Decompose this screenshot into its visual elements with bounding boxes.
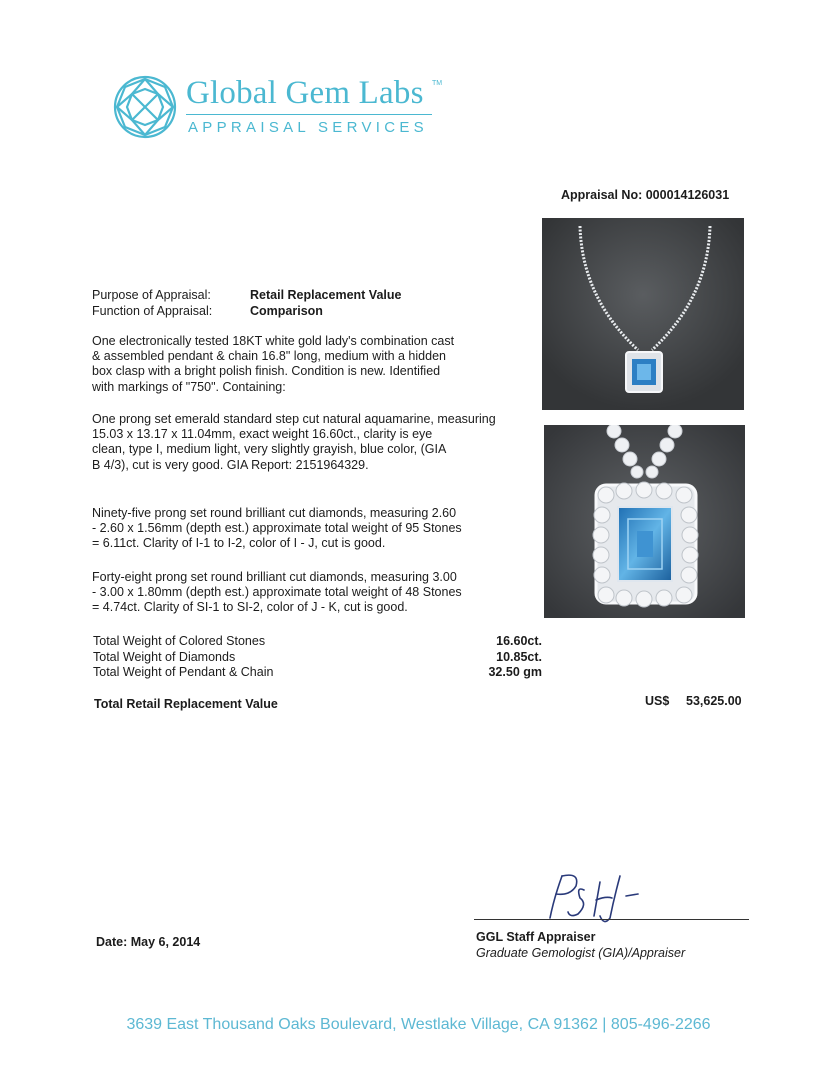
logo-divider <box>186 114 432 115</box>
appraisal-date: Date: May 6, 2014 <box>96 935 201 949</box>
trademark-mark: TM <box>432 80 443 87</box>
pendant-image <box>544 425 745 618</box>
description-line: One electronically tested 18KT white gold lady's combination cast <box>92 334 455 348</box>
diamonds-95-line: = 6.11ct. Clarity of I-1 to I-2, color of I - J, cut is good. <box>92 536 386 551</box>
diamonds-48-line: Forty-eight prong set round brilliant cut diamonds, measuring 3.00 <box>92 570 457 584</box>
total-colored-value: 16.60ct. <box>496 634 542 648</box>
diamonds-95-line: Ninety-five prong set round brilliant cut diamonds, measuring 2.60 <box>92 506 457 520</box>
diamond-logo-icon <box>112 74 178 140</box>
function-value: Comparison <box>250 304 323 318</box>
total-colored-label: Total Weight of Colored Stones <box>93 634 266 648</box>
brand-name: Global Gem Labs <box>186 75 424 111</box>
aquamarine-line: 15.03 x 13.17 x 11.04mm, exact weight 16.60ct., clarity is eye <box>92 427 433 442</box>
aquamarine-line: clean, type I, medium light, very slightly grayish, blue color, (GIA <box>92 442 447 457</box>
brand-subtitle: APPRAISAL SERVICES <box>188 119 428 136</box>
function-label: Function of Appraisal: <box>92 304 213 318</box>
total-pendant-label: Total Weight of Pendant & Chain <box>93 665 274 679</box>
appraisal-number: Appraisal No: 000014126031 <box>561 188 730 202</box>
purpose-value: Retail Replacement Value <box>250 288 402 302</box>
appraiser-title: GGL Staff Appraiser <box>476 930 596 944</box>
pendant-closeup-photo <box>544 425 745 618</box>
diamonds-95-description <box>92 506 542 552</box>
necklace-photo <box>542 218 744 410</box>
appraiser-signature <box>540 868 660 924</box>
necklace-image <box>542 218 744 410</box>
diamonds-48-line: = 4.74ct. Clarity of SI-1 to SI-2, color of J - K, cut is good. <box>92 600 408 615</box>
appraiser-credential: Graduate Gemologist (GIA)/Appraiser <box>476 946 686 960</box>
diamonds-95-line: - 2.60 x 1.56mm (depth est.) approximate total weight of 95 Stones <box>92 521 462 536</box>
retail-value-amount: 53,625.00 <box>686 694 742 708</box>
aquamarine-line: B 4/3), cut is very good. GIA Report: 2151964329. <box>92 457 369 472</box>
item-description <box>92 334 542 395</box>
description-line: box clasp with a bright polish finish. Condition is new. Identified <box>92 364 441 379</box>
footer-address: 3639 East Thousand Oaks Boulevard, Westlake Village, CA 91362 | 805-496-2266 <box>126 1016 711 1033</box>
signature-line <box>474 919 749 920</box>
aquamarine-description <box>92 412 542 473</box>
aquamarine-line: One prong set emerald standard step cut natural aquamarine, measuring <box>92 412 496 426</box>
total-diamonds-value: 10.85ct. <box>496 650 542 664</box>
description-line: & assembled pendant & chain 16.8" long, medium with a hidden <box>92 349 446 364</box>
currency-label: US$ <box>645 694 670 708</box>
diamonds-48-line: - 3.00 x 1.80mm (depth est.) approximate total weight of 48 Stones <box>92 585 462 600</box>
description-line: with markings of "750". Containing: <box>92 379 286 394</box>
total-diamonds-label: Total Weight of Diamonds <box>93 650 236 664</box>
purpose-label: Purpose of Appraisal: <box>92 288 211 302</box>
total-pendant-value: 32.50 gm <box>488 665 542 679</box>
retail-value-label: Total Retail Replacement Value <box>94 697 278 711</box>
diamonds-48-description <box>92 570 542 616</box>
